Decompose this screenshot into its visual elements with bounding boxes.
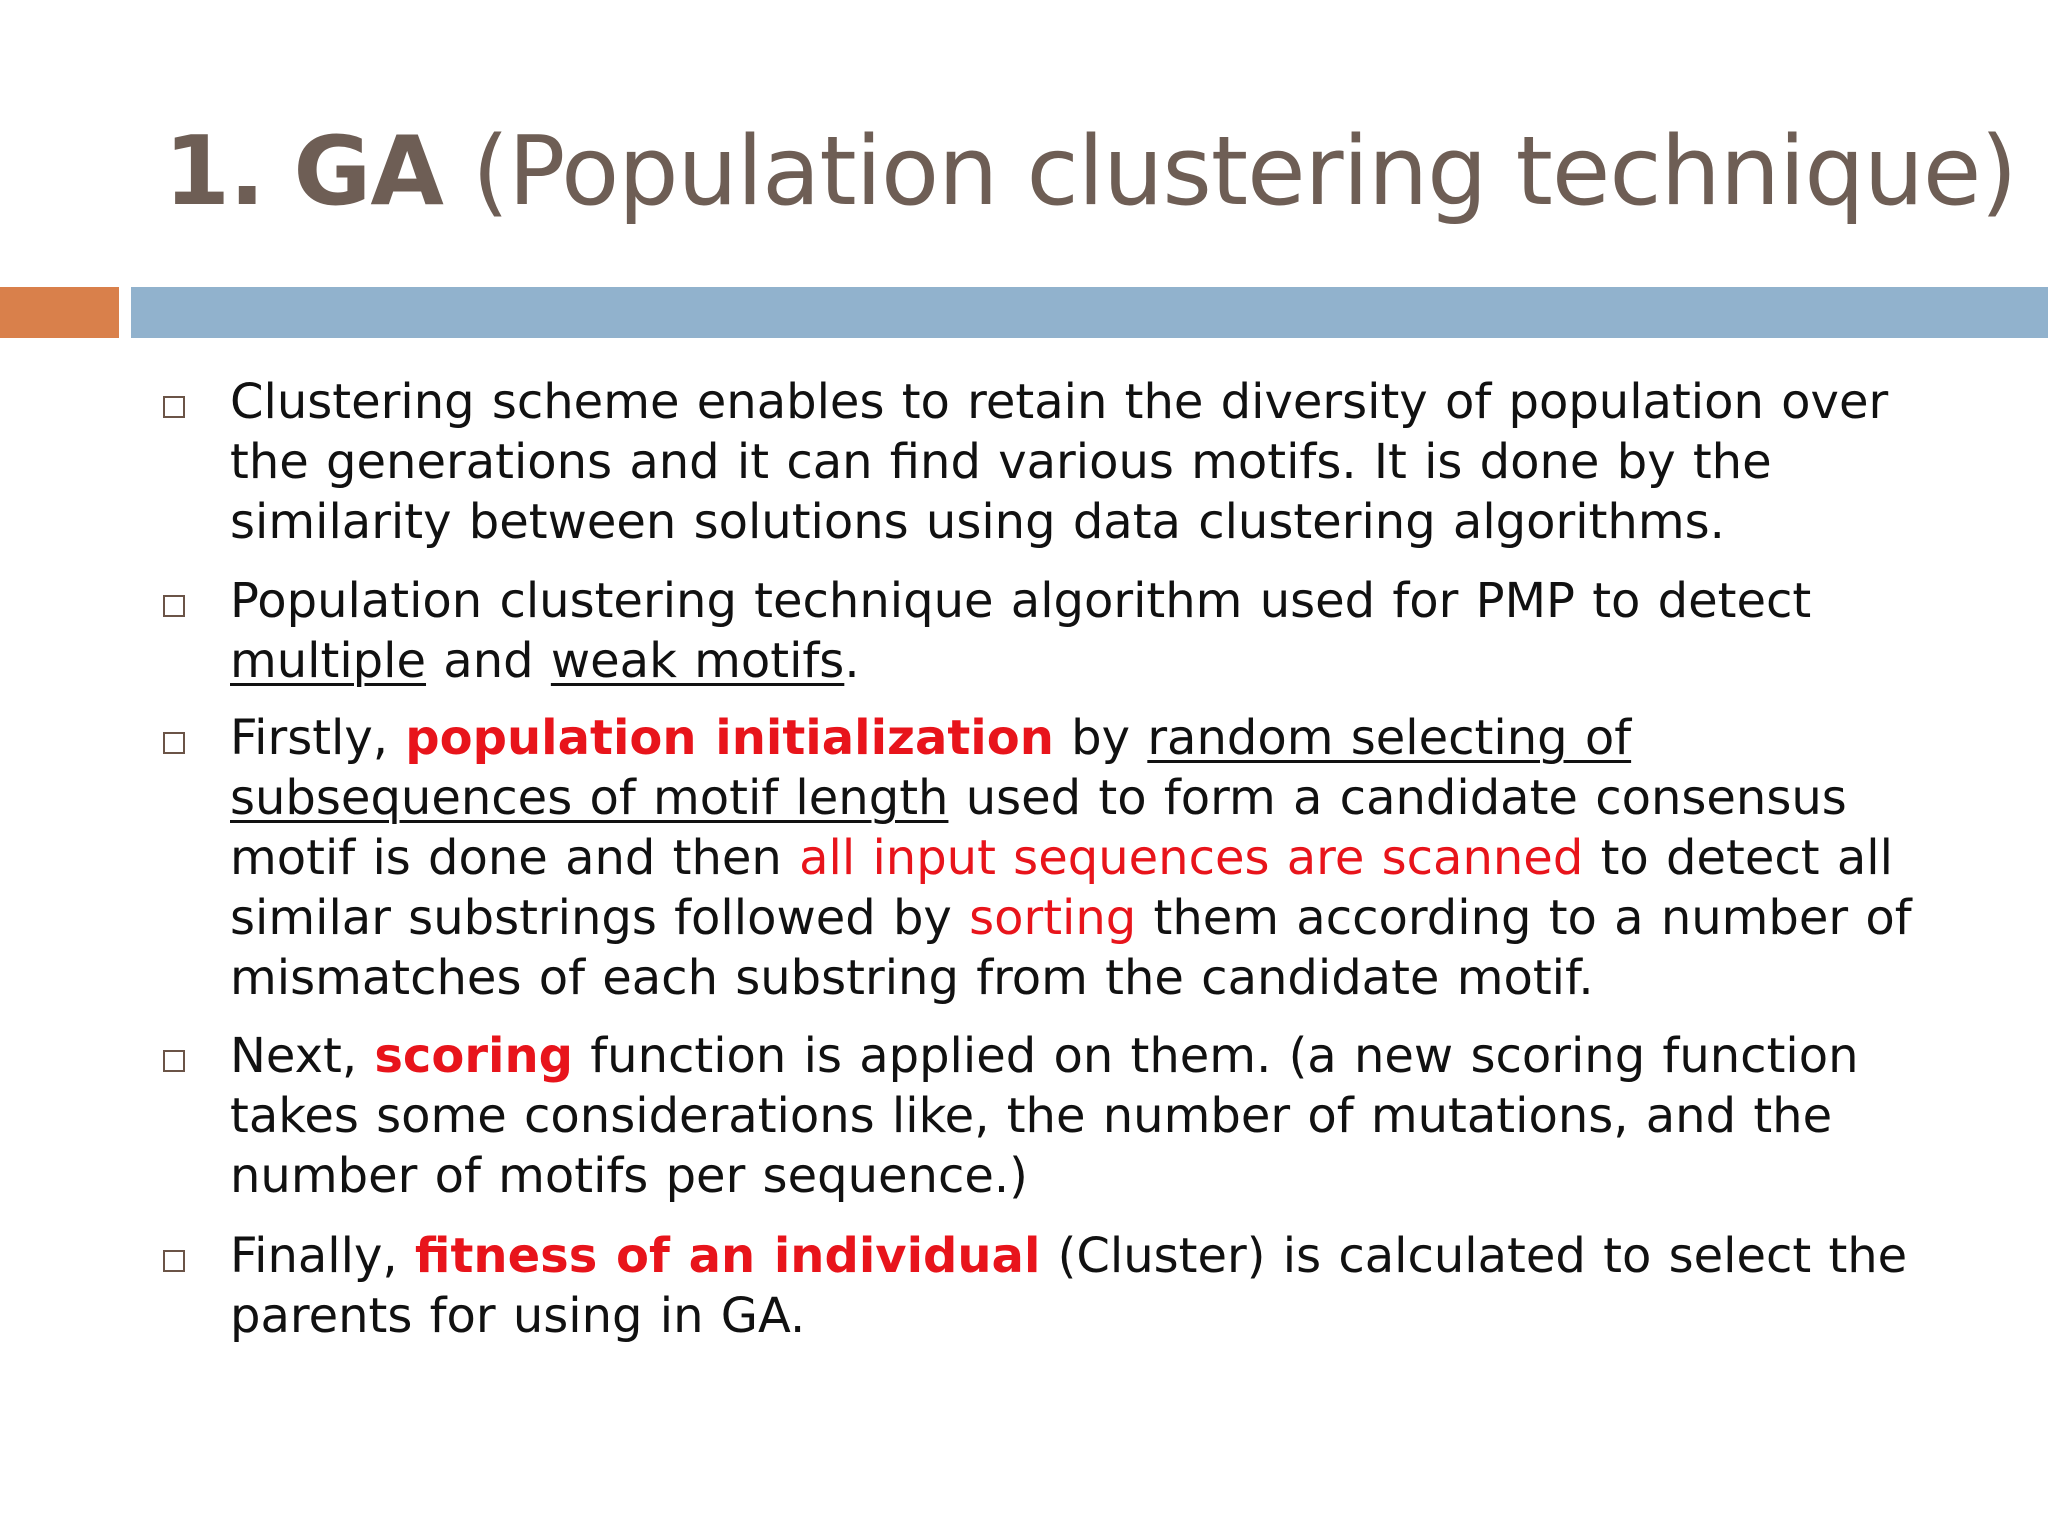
bullet-5-line-1	[230, 1226, 2030, 1286]
bullet-3-line-2	[230, 768, 2030, 828]
bullet-4-line-1	[230, 1026, 2030, 1086]
underlined-random-selecting: random selecting of	[1147, 710, 1632, 766]
text-function-applied: function is applied on them. (a new scoring function	[590, 1028, 1859, 1084]
bullet-2-line-1: Population clustering technique algorithm used for PMP to detect	[230, 573, 1812, 629]
underlined-subsequences: subsequences of motif length	[230, 770, 949, 826]
text-and: and	[443, 633, 534, 689]
bullet-1-line-1: Clustering scheme enables to retain the diversity of population over	[230, 374, 1889, 430]
bullet-4-line-3: number of motifs per sequence.)	[230, 1148, 1028, 1204]
highlight-population-initialization: population initialization	[405, 710, 1054, 766]
text-motif-done: motif is done and then	[230, 830, 782, 886]
bullet-3-line-1	[230, 708, 2030, 768]
title-bold: GA	[293, 117, 443, 227]
text-cluster-calculated: (Cluster) is calculated to select the	[1057, 1228, 1908, 1284]
hollow-square-icon	[163, 595, 185, 617]
highlight-sequences-scanned: all input sequences are scanned	[799, 830, 1584, 886]
hollow-square-icon	[163, 396, 185, 418]
bullet-3-line-5: mismatches of each substring from the candidate motif.	[230, 950, 1594, 1006]
text-to-detect: to detect all	[1600, 830, 1893, 886]
highlight-sorting: sorting	[969, 890, 1137, 946]
bullet-text-2	[230, 571, 2030, 691]
bullet-2-line-2	[230, 631, 2030, 691]
bullet-1-line-3: similarity between solutions using data clustering algorithms.	[230, 494, 1725, 550]
text-period: .	[844, 633, 860, 689]
title-rest: (Population clustering technique)	[472, 117, 2017, 227]
bullet-3-line-3	[230, 828, 2030, 888]
bullet-4-line-2: takes some considerations like, the number of mutations, and the	[230, 1088, 1833, 1144]
bullet-text-5	[230, 1226, 2030, 1346]
text-finally: Finally,	[230, 1228, 398, 1284]
bullet-1-line-2: the generations and it can find various motifs. It is done by the	[230, 434, 1772, 490]
text-used-to-form: used to form a candidate consensus	[965, 770, 1847, 826]
text-by: by	[1071, 710, 1131, 766]
bullet-3-line-4	[230, 888, 2030, 948]
text-next: Next,	[230, 1028, 358, 1084]
hollow-square-icon	[163, 732, 185, 754]
highlight-fitness: fitness of an individual	[414, 1228, 1041, 1284]
hollow-square-icon	[163, 1050, 185, 1072]
highlight-scoring: scoring	[374, 1028, 573, 1084]
text-similar: similar substrings followed by	[230, 890, 952, 946]
title-number: 1.	[164, 117, 265, 227]
hollow-square-icon	[163, 1250, 185, 1272]
text-them-according: them according to a number of	[1153, 890, 1912, 946]
bullet-text-1	[230, 372, 2030, 552]
underlined-weak-motifs: weak motifs	[550, 633, 845, 689]
bullet-text-3	[230, 708, 2030, 1008]
underlined-multiple: multiple	[230, 633, 427, 689]
bullet-5-line-2: parents for using in GA.	[230, 1288, 806, 1344]
text-firstly: Firstly,	[230, 710, 389, 766]
bullet-text-4	[230, 1026, 2030, 1206]
